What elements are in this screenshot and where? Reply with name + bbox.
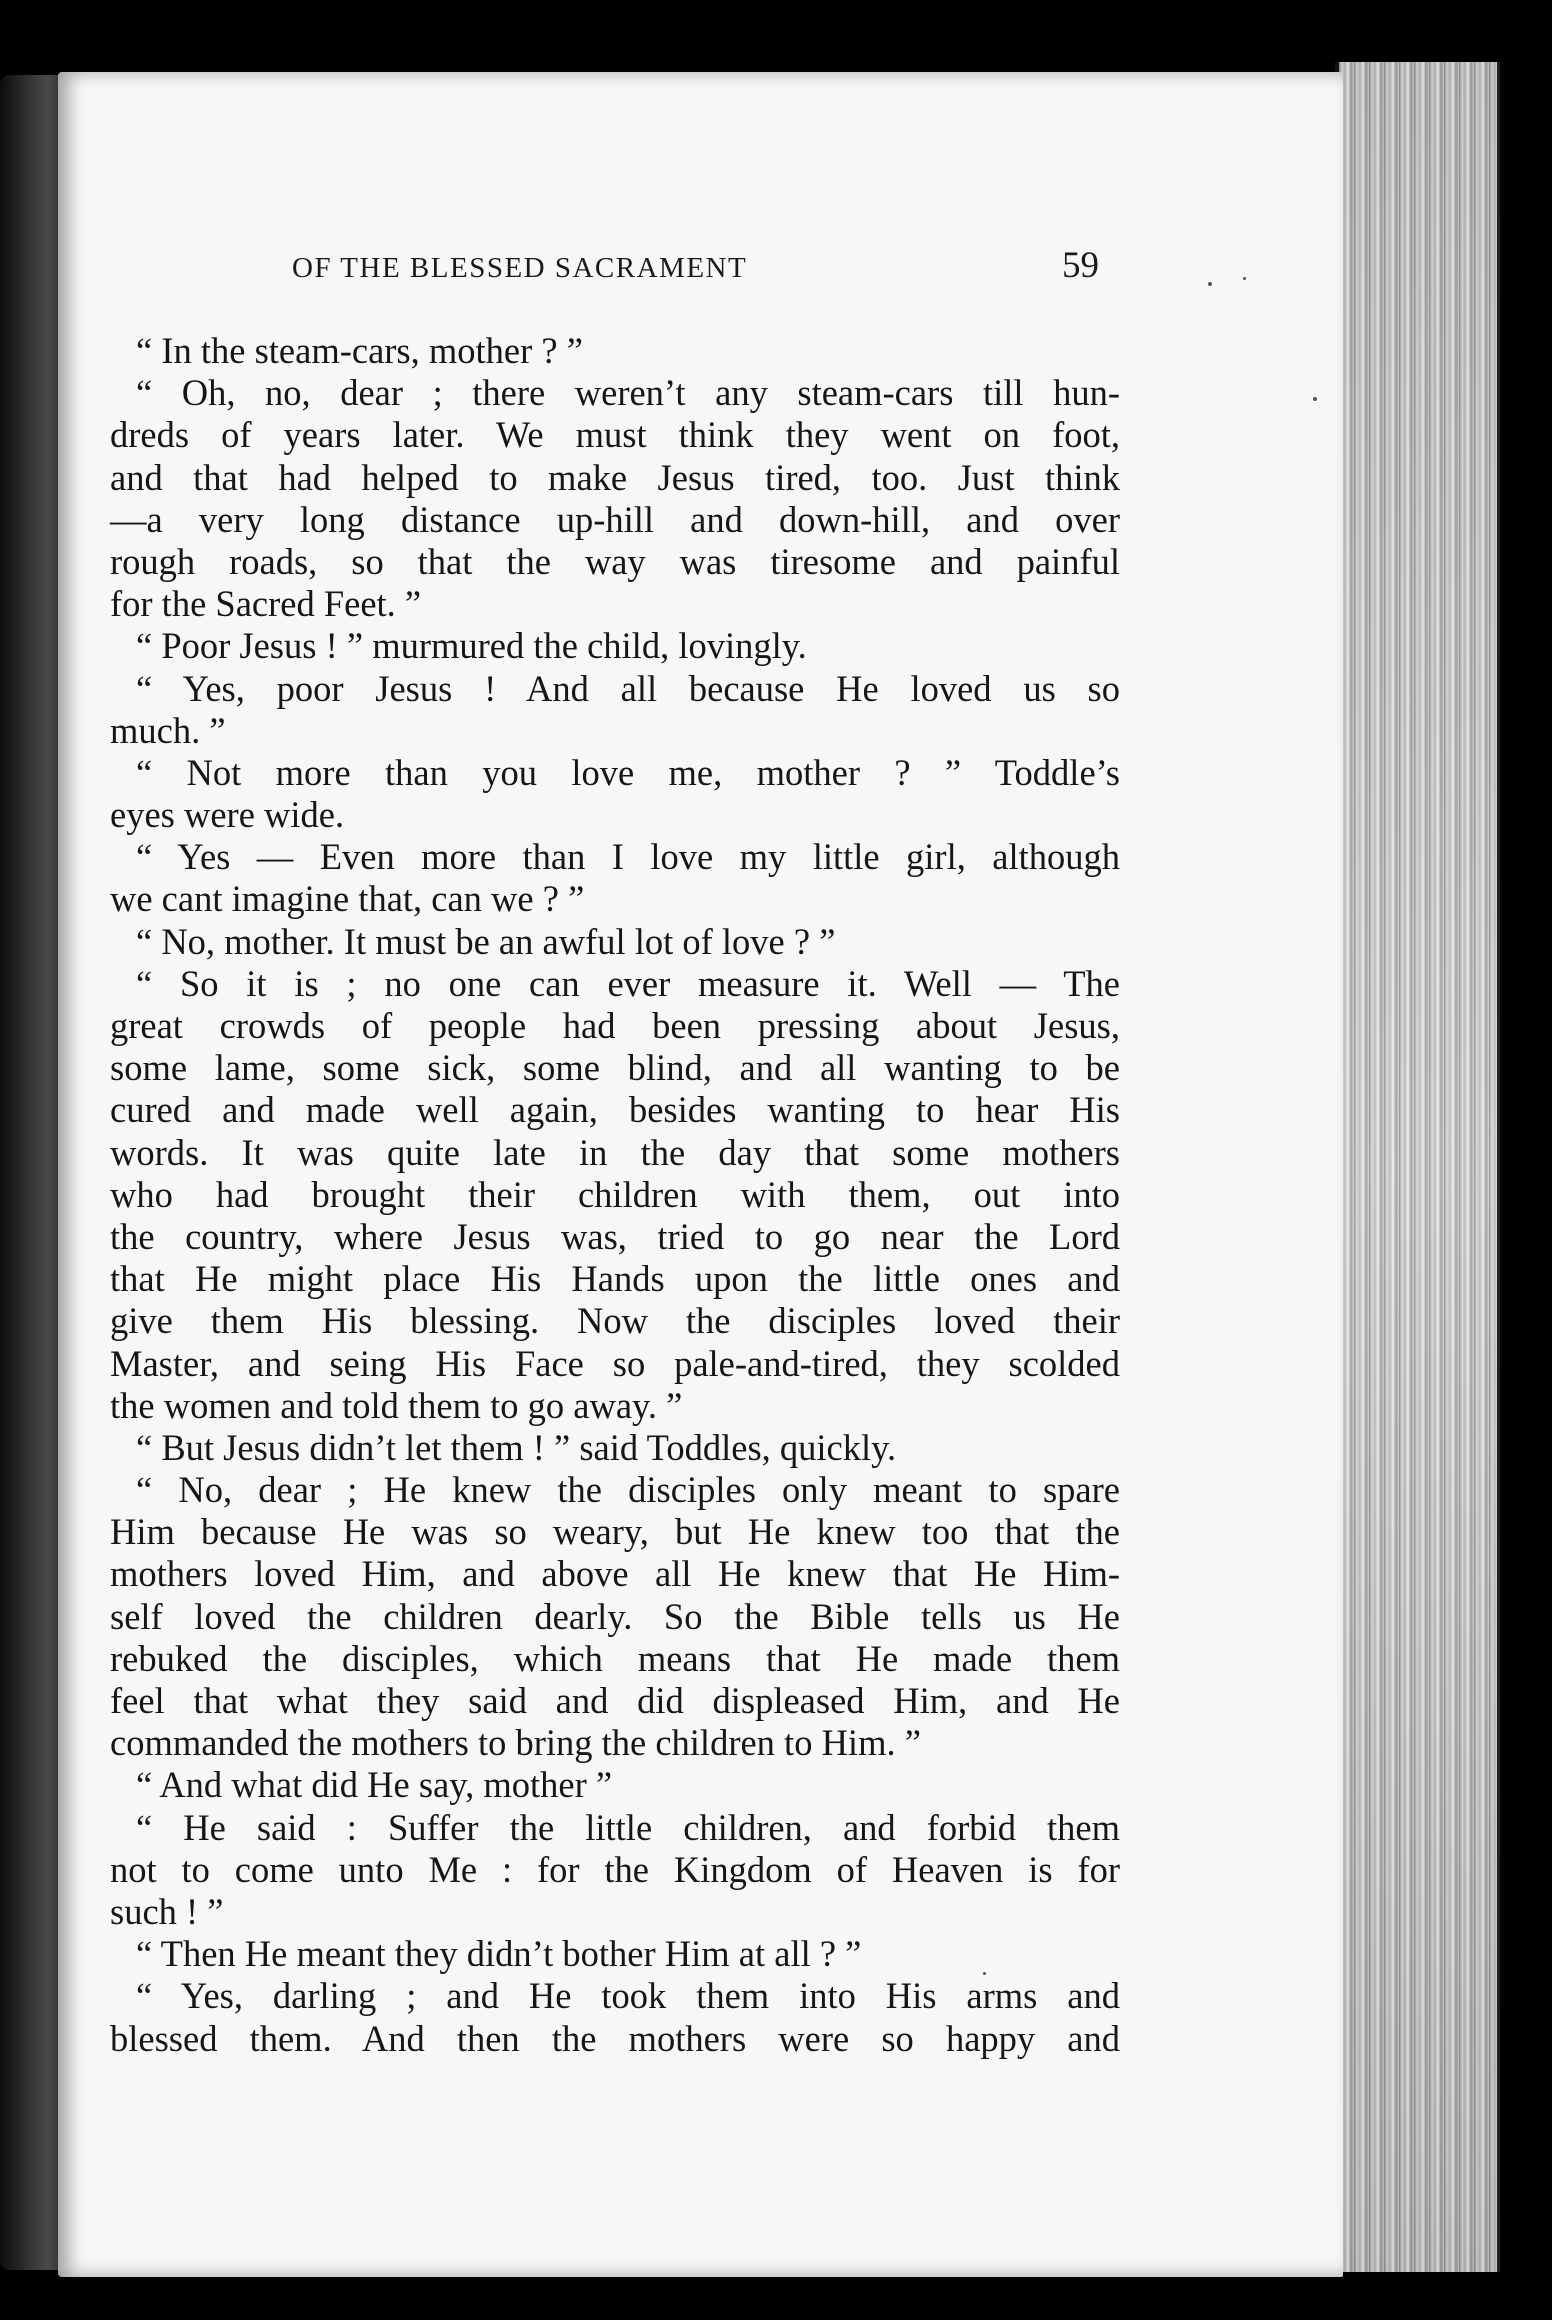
page-number: 59 [1062, 245, 1099, 286]
text-line: “ Not more than you love me, mother ? ” Toddle’s [136, 751, 1120, 793]
text-line: “ But Jesus didn’t let them ! ” said Toddles, quickly. [136, 1426, 897, 1468]
paper-speck [1243, 277, 1246, 280]
paper-speck [1313, 397, 1317, 401]
text-line: that He might place His Hands upon the little ones and [110, 1258, 1120, 1300]
text-line: Him because He was so weary, but He knew too that the [110, 1511, 1120, 1553]
text-line: Master, and seing His Face so pale-and-tired, they scolded [110, 1342, 1120, 1384]
text-line: “ Oh, no, dear ; there weren’t any steam-cars till hun- [136, 372, 1120, 414]
text-line: “ No, mother. It must be an awful lot of love ? ” [136, 920, 836, 962]
text-line: “ And what did He say, mother ” [136, 1764, 613, 1806]
text-line: mothers loved Him, and above all He knew that He Him- [110, 1553, 1120, 1595]
text-line: self loved the children dearly. So the Bible tells us He [110, 1595, 1120, 1637]
text-line: cured and made well again, besides wanting to hear His [110, 1089, 1120, 1131]
text-line: we cant imagine that, can we ? ” [110, 878, 585, 920]
text-line: much. ” [110, 709, 226, 751]
text-line: “ No, dear ; He knew the disciples only meant to spare [136, 1469, 1120, 1511]
text-line: —a very long distance up-hill and down-hill, and over [110, 498, 1120, 540]
text-line: dreds of years later. We must think they went on foot, [110, 414, 1120, 456]
body-text [110, 330, 1120, 2060]
text-line: the women and told them to go away. ” [110, 1384, 683, 1426]
text-line: such ! ” [110, 1890, 224, 1932]
text-line: great crowds of people had been pressing about Jesus, [110, 1005, 1120, 1046]
running-head: OF THE BLESSED SACRAMENT [292, 252, 748, 284]
text-line: “ Poor Jesus ! ” murmured the child, lovingly. [136, 625, 807, 667]
text-line: words. It was quite late in the day that some mothers [110, 1131, 1120, 1173]
text-line: rebuked the disciples, which means that He made them [110, 1637, 1120, 1679]
text-line: “ Yes — Even more than I love my little girl, although [136, 836, 1120, 878]
text-line: blessed them. And then the mothers were so happy and [110, 2017, 1120, 2059]
text-line: rough roads, so that the way was tiresome and painful [110, 540, 1120, 582]
text-line: give them His blessing. Now the disciples loved their [110, 1300, 1120, 1342]
text-line: “ So it is ; no one can ever measure it. Well — The [136, 962, 1120, 1004]
text-line: and that had helped to make Jesus tired, too. Just think [110, 456, 1120, 498]
text-line: feel that what they said and did displeased Him, and He [110, 1680, 1120, 1721]
text-line: some lame, some sick, some blind, and all wanting to be [110, 1047, 1120, 1089]
text-line: “ Then He meant they didn’t bother Him at all ? ” [136, 1933, 862, 1975]
text-line: eyes were wide. [110, 794, 345, 836]
text-line: commanded the mothers to bring the children to Him. ” [110, 1722, 921, 1764]
page-edges-stack [1335, 62, 1500, 2272]
text-line: who had brought their children with them, out into [110, 1173, 1120, 1215]
text-line: the country, where Jesus was, tried to go near the Lord [110, 1215, 1120, 1257]
text-line: for the Sacred Feet. ” [110, 583, 422, 625]
text-line: “ Yes, poor Jesus ! And all because He loved us so [136, 667, 1120, 709]
text-line: “ Yes, darling ; and He took them into His arms and [136, 1975, 1120, 2017]
text-line: not to come unto Me : for the Kingdom of Heaven is for [110, 1848, 1120, 1890]
paper-speck [1208, 282, 1212, 286]
text-line: “ He said : Suffer the little children, and forbid them [136, 1806, 1120, 1848]
text-line: “ In the steam-cars, mother ? ” [136, 330, 583, 371]
